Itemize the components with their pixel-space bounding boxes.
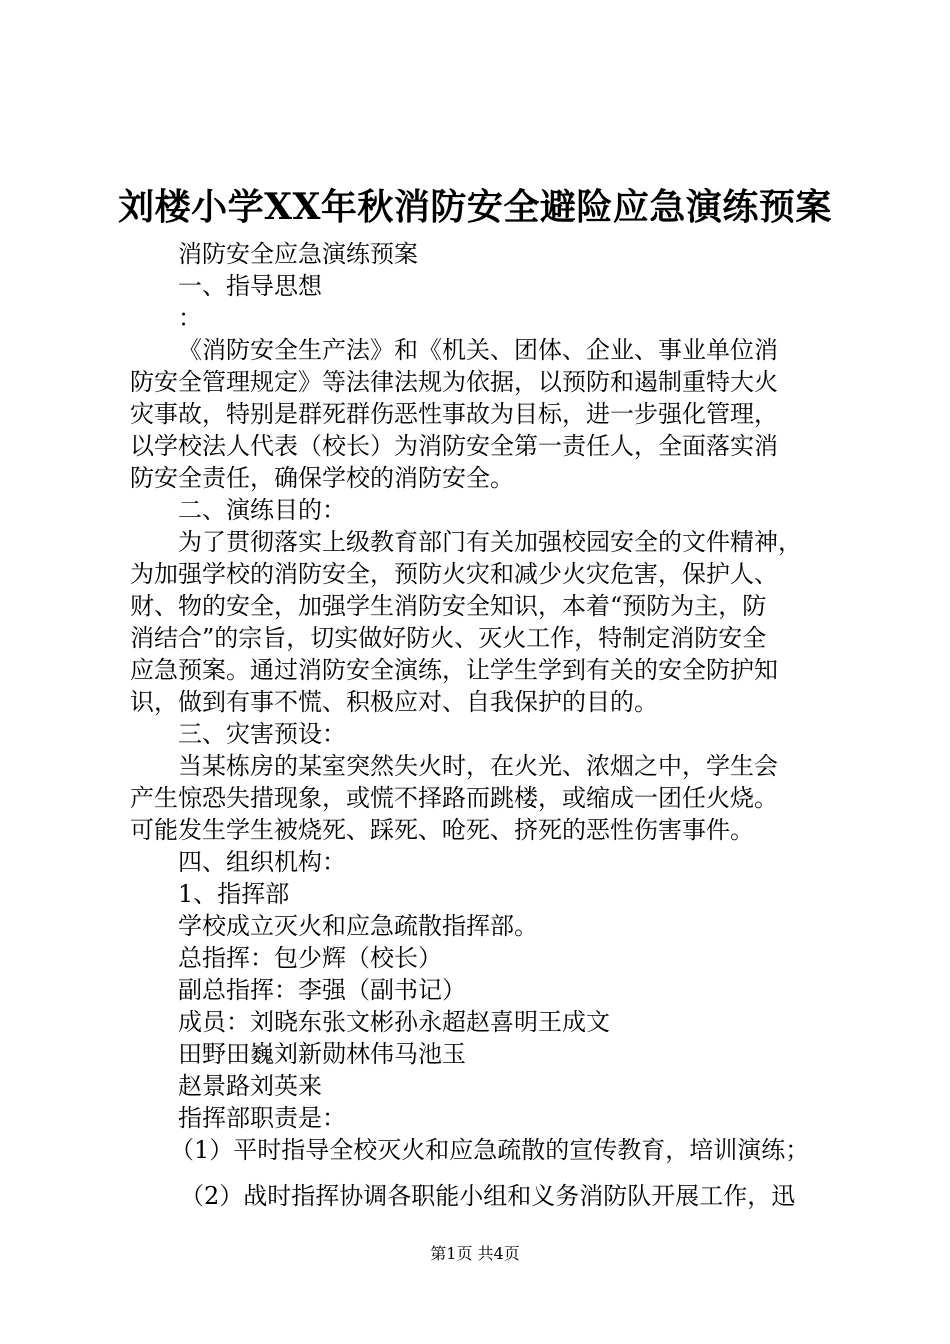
section-heading-disaster-scenario: 三、灾害预设： [178, 720, 346, 748]
document-body [130, 238, 832, 1212]
colon-line: ： [178, 304, 202, 332]
section-heading-organization: 四、组织机构： [178, 848, 346, 876]
members-line: 成员：刘晓东张文彬孙永超赵喜明王成文 [178, 1008, 610, 1036]
paragraph-line: 当某栋房的某室突然失火时，在火光、浓烟之中，学生会 [178, 752, 778, 780]
members-line: 田野田巍刘新勋林伟马池玉 [178, 1040, 466, 1068]
paragraph-line: 财、物的安全，加强学生消防安全知识，本着“预防为主，防 [130, 592, 767, 620]
subsection-heading-command: 1、指挥部 [178, 880, 290, 908]
paragraph-line: 《消防安全生产法》和《机关、团体、企业、事业单位消 [178, 336, 778, 364]
paragraph-line: 防安全管理规定》等法律法规为依据，以预防和遏制重特大火 [130, 368, 778, 396]
paragraph-line: 为了贯彻落实上级教育部门有关加强校园安全的文件精神， [178, 528, 802, 556]
paragraph-line: 防安全责任，确保学校的消防安全。 [130, 464, 514, 492]
deputy-commander-line: 副总指挥：李强（副书记） [178, 976, 466, 1004]
paragraph-line: 以学校法人代表（校长）为消防安全第一责任人，全面落实消 [130, 432, 778, 460]
page-footer: 第1页 共4页 [430, 1244, 520, 1263]
paragraph-line: 可能发生学生被烧死、踩死、呛死、挤死的恶性伤害事件。 [130, 816, 754, 844]
paragraph-line: 应急预案。通过消防安全演练，让学生学到有关的安全防护知 [130, 656, 778, 684]
subtitle-line: 消防安全应急演练预案 [178, 240, 418, 268]
paragraph-line: 学校成立灭火和应急疏散指挥部。 [178, 912, 538, 940]
duty-item-2: （2）战时指挥协调各职能小组和义务消防队开展工作，迅 [180, 1182, 796, 1210]
spacer [130, 1166, 832, 1180]
paragraph-line: 为加强学校的消防安全，预防火灾和减少火灾危害，保护人、 [130, 560, 778, 588]
duties-heading: 指挥部职责是： [178, 1104, 346, 1132]
members-line: 赵景路刘英来 [178, 1072, 322, 1100]
paragraph-line: 灾事故，特别是群死群伤恶性事故为目标，进一步强化管理， [130, 400, 778, 428]
duty-item-1: （1）平时指导全校灭火和应急疏散的宣传教育，培训演练； [170, 1136, 810, 1164]
document-title: 刘楼小学XX年秋消防安全避险应急演练预案 [118, 186, 832, 228]
paragraph-line: 消结合”的宗旨，切实做好防火、灭火工作，特制定消防安全 [130, 624, 767, 652]
section-heading-drill-purpose: 二、演练目的： [178, 496, 346, 524]
paragraph-line: 识，做到有事不慌、积极应对、自我保护的目的。 [130, 688, 658, 716]
commander-line: 总指挥：包少辉（校长） [178, 944, 442, 972]
section-heading-guiding-ideology: 一、指导思想 [178, 272, 322, 300]
paragraph-line: 产生惊恐失措现象，或慌不择路而跳楼，或缩成一团任火烧。 [130, 784, 778, 812]
